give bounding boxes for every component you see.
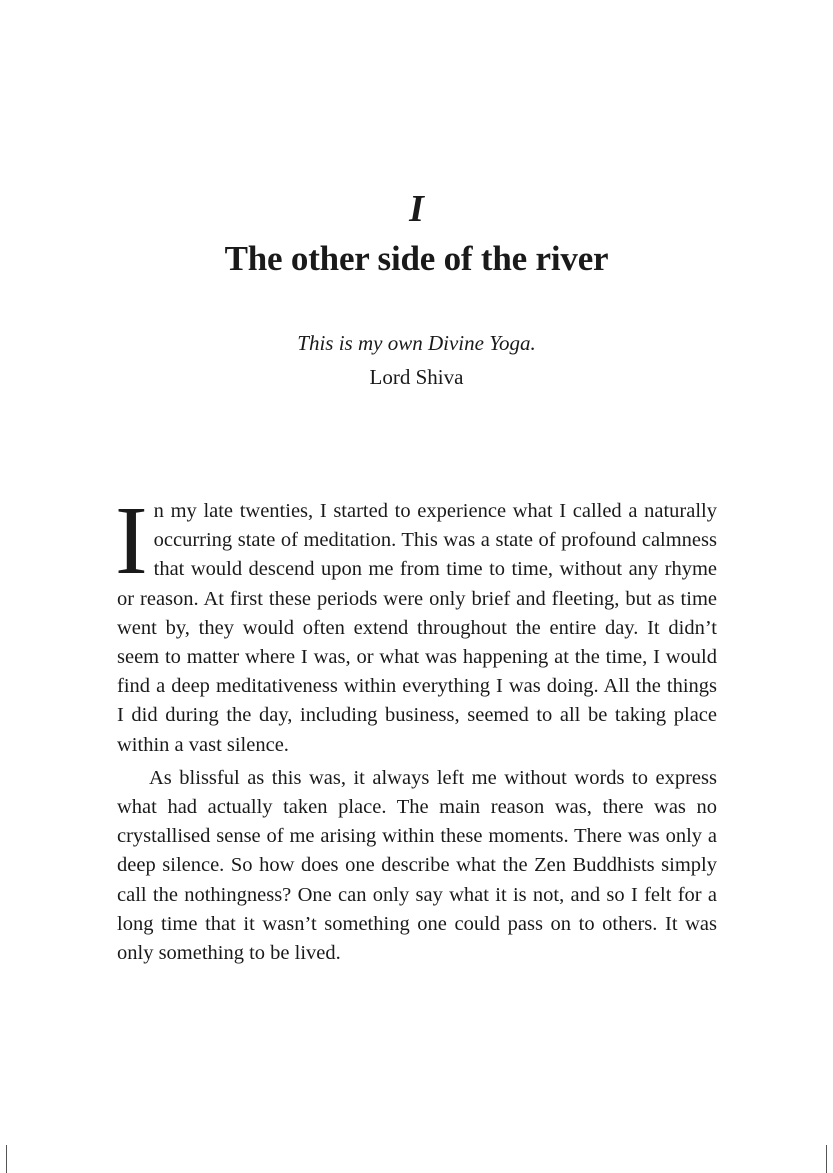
paragraph-1 <box>115 487 717 760</box>
drop-cap: I <box>115 487 148 595</box>
epigraph-quote: This is my own Divine Yoga. <box>297 331 536 355</box>
epigraph-attribution: Lord Shiva <box>369 365 464 389</box>
chapter-number: I <box>409 188 424 230</box>
epigraph <box>0 326 833 394</box>
chapter-title: The other side of the river <box>224 239 609 278</box>
crop-mark-right <box>826 1145 827 1173</box>
body-text <box>115 487 717 968</box>
crop-mark-left <box>6 1145 7 1173</box>
paragraph-2: As blissful as this was, it always left me without words to express what had actually taken place. The main reason was, there was no crystallised sense of me arising within these moments. There was only a deep silence. So how does one describe what the Zen Buddhists simply call the nothingness? One can only say what it is not, and so I felt for a long time that it wasn’t something one could pass on to others. It was only something to be lived. <box>117 766 717 965</box>
paragraph-1-text: n my late twenties, I started to experience what I called a naturally occurring state of meditation. This was a state of profound calmness that would descend upon me from time to time, without any rhyme or reason. At first these periods were only brief and fleeting, but as time went by, they would often extend throughout the entire day. It didn’t seem to matter where I was, or what was happening at the time, I would find a deep meditativeness within everything I was doing. All the things I did during the day, including business, seemed to all be taking place within a vast silence. <box>117 500 717 756</box>
